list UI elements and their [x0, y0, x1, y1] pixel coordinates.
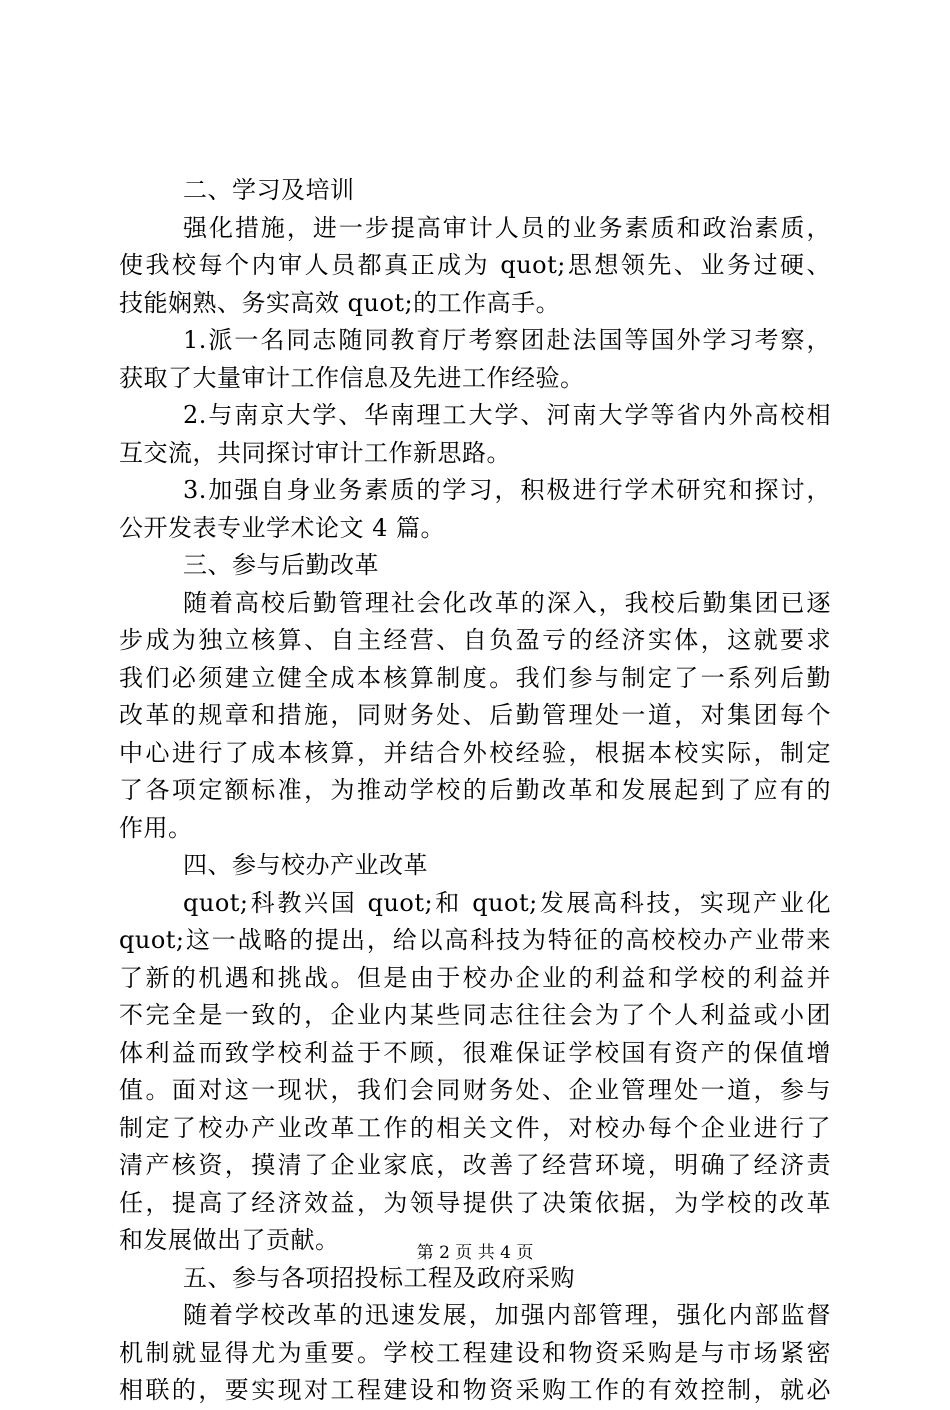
paragraph-line: 随着学校改革的迅速发展，加强内部管理，强化内部监督: [183, 1301, 831, 1329]
paragraph-line: 随着高校后勤管理社会化改革的深入，我校后勤集团已逐: [183, 588, 831, 617]
paragraph-line: 技能娴熟、务实高效 quot;的工作高手。: [119, 288, 561, 317]
paragraph-line: 制定了校办产业改革工作的相关文件，对校办每个企业进行了: [119, 1113, 831, 1142]
paragraph-line: 体利益而致学校利益于不顾，很难保证学校国有资产的保值增: [119, 1038, 831, 1067]
paragraph-line: quot;这一战略的提出，给以高科技为特征的高校校办产业带来: [119, 926, 831, 954]
section-heading-5: 五、参与各项招投标工程及政府采购: [183, 1263, 575, 1292]
paragraph-line: 作用。: [119, 813, 193, 842]
section-heading-3: 三、参与后勤改革: [183, 551, 379, 579]
document-body: [119, 172, 831, 1410]
paragraph-line: 不完全是一致的，企业内某些同志往往会为了个人利益或小团: [119, 1001, 831, 1029]
paragraph-line: 值。面对这一现状，我们会同财务处、企业管理处一道，参与: [119, 1076, 831, 1104]
paragraph-line: 清产核资，摸清了企业家底，改善了经营环境，明确了经济责: [119, 1151, 831, 1179]
list-item-3: 3.加强自身业务素质的学习，积极进行学术研究和探讨，: [183, 476, 831, 504]
paragraph-line: 了各项定额标准，为推动学校的后勤改革和发展起到了应有的: [119, 776, 831, 804]
list-item-2: 2.与南京大学、华南理工大学、河南大学等省内外高校相: [183, 401, 831, 429]
paragraph-line: 机制就显得尤为重要。学校工程建设和物资采购是与市场紧密: [119, 1338, 831, 1367]
paragraph-line: 了新的机遇和挑战。但是由于校办企业的利益和学校的利益并: [119, 963, 831, 992]
page-footer: 第 2 页 共 4 页: [416, 1243, 534, 1263]
paragraph-line: 相联的，要实现对工程建设和物资采购工作的有效控制，就必: [119, 1376, 831, 1404]
paragraph-line: 强化措施，进一步提高审计人员的业务素质和政治素质，: [183, 213, 831, 242]
section-heading-2: 二、学习及培训: [183, 176, 355, 204]
list-item-3-continuation: 公开发表专业学术论文 4 篇。: [119, 513, 446, 542]
paragraph-line: 我们必须建立健全成本核算制度。我们参与制定了一系列后勤: [119, 663, 831, 692]
paragraph-line: 改革的规章和措施，同财务处、后勤管理处一道，对集团每个: [119, 701, 831, 729]
section-heading-4: 四、参与校办产业改革: [183, 851, 428, 879]
paragraph-line: 任，提高了经济效益，为领导提供了决策依据，为学校的改革: [119, 1188, 831, 1217]
paragraph-line: 步成为独立核算、自主经营、自负盈亏的经济实体，这就要求: [119, 626, 831, 654]
list-item-2-continuation: 互交流，共同探讨审计工作新思路。: [119, 438, 511, 467]
list-item-1: 1.派一名同志随同教育厅考察团赴法国等国外学习考察，: [183, 326, 831, 354]
paragraph-line: quot;科教兴国 quot;和 quot;发展高科技，实现产业化: [183, 888, 831, 917]
paragraph-line: 使我校每个内审人员都真正成为 quot;思想领先、业务过硬、: [119, 251, 831, 279]
paragraph-line: 中心进行了成本核算，并结合外校经验，根据本校实际，制定: [119, 738, 831, 767]
paragraph-line: 和发展做出了贡献。: [119, 1226, 340, 1254]
list-item-1-continuation: 获取了大量审计工作信息及先进工作经验。: [119, 363, 585, 392]
